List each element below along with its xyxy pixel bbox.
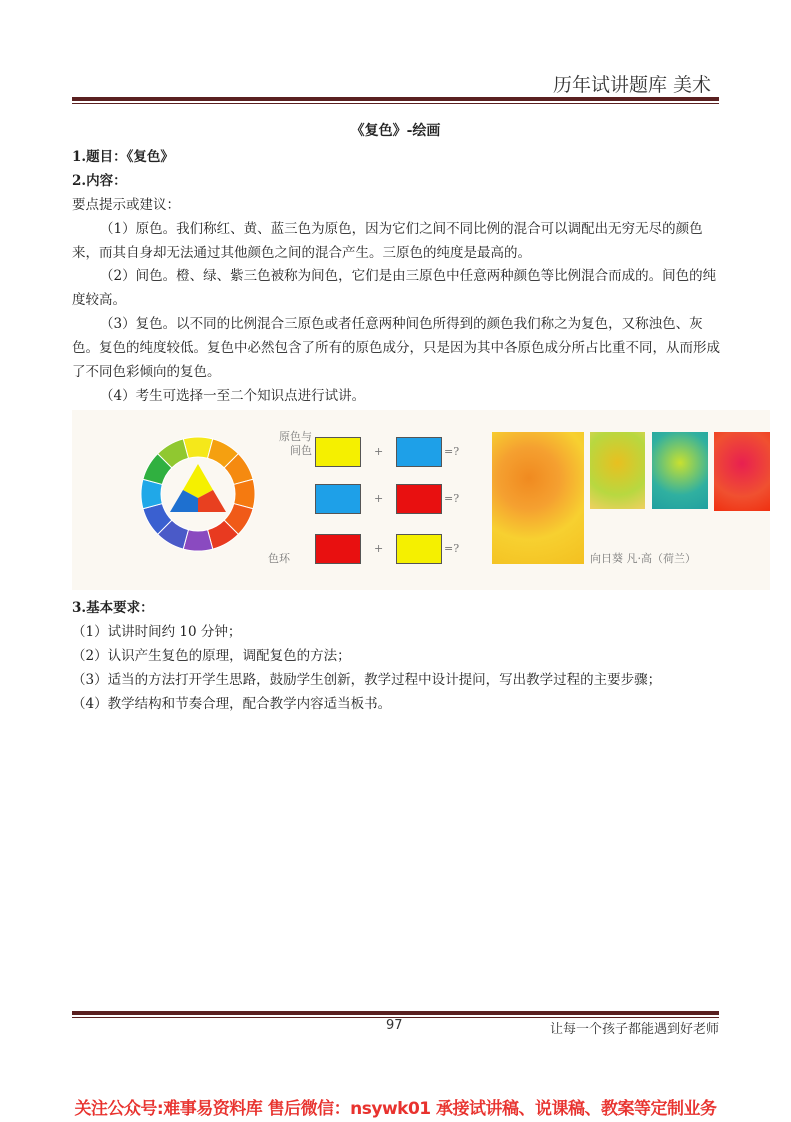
- header-rule: [72, 97, 719, 101]
- req-item: （1）试讲时间约 10 分钟；: [72, 624, 242, 640]
- swatch-red: [315, 534, 361, 564]
- promo-banner: 关注公众号:难事易资料库 售后微信：nsywk01 承接试讲稿、说课稿、教案等定制业务: [74, 1099, 717, 1119]
- swatch-blue: [315, 484, 361, 514]
- para-4: （4）考生可选择一至二个知识点进行试讲。: [100, 388, 366, 404]
- section-topic: 1.题目：《复色》: [72, 149, 174, 165]
- label-primary-secondary: 原色与间色: [279, 430, 312, 457]
- equals-question: =?: [444, 445, 460, 458]
- sunflower-variant-red: [714, 432, 770, 511]
- req-item: （4）教学结构和节奏合理，配合教学内容适当板书。: [72, 696, 392, 712]
- footer-slogan: 让每一个孩子都能遇到好老师: [549, 1022, 719, 1037]
- doc-title: 《复色》-绘画: [350, 123, 441, 139]
- equals-question: =?: [444, 542, 460, 555]
- footer-rule: [72, 1011, 719, 1015]
- header-title: 历年试讲题库 美术: [552, 74, 711, 96]
- para-3: （3）复色。以不同的比例混合三原色或者任意两种间色所得到的颜色我们称之为复色，又称浊色、灰色。复色的纯度较低。复色中必然包含了所有的原色成分，只是因为其中各原色成分所占比重不同，从而形成了不同色彩倾向的复色。: [72, 316, 720, 380]
- swatch-blue: [396, 437, 442, 467]
- swatch-yellow: [315, 437, 361, 467]
- req-item: （2）认识产生复色的原理，调配复色的方法；: [72, 648, 351, 664]
- header-rule-thin: [72, 103, 719, 104]
- page-number: 97: [386, 1018, 403, 1033]
- req-item: （3）适当的方法打开学生思路，鼓励学生创新，教学过程中设计提问，写出教学过程的主要步骤；: [72, 672, 662, 688]
- equals-question: =?: [444, 492, 460, 505]
- plus-sign: +: [374, 542, 384, 555]
- swatch-red: [396, 484, 442, 514]
- section-requirements: 3.基本要求：: [72, 600, 154, 616]
- color-wheel: [138, 434, 258, 554]
- sunflower-variant-teal: [652, 432, 708, 509]
- sunflower-variant-green: [590, 432, 645, 509]
- sunflower-painting: [492, 432, 584, 564]
- section-content: 2.内容：: [72, 173, 127, 189]
- para-2: （2）间色。橙、绿、紫三色被称为间色，它们是由三原色中任意两种颜色等比例混合而成的。间色的纯度较高。: [72, 268, 717, 308]
- label-color-wheel: 色环: [268, 552, 290, 565]
- hint-label: 要点提示或建议：: [72, 197, 180, 213]
- swatch-yellow: [396, 534, 442, 564]
- color-figure: [72, 410, 770, 590]
- painting-caption: 向日葵 凡·高（荷兰）: [590, 552, 696, 565]
- plus-sign: +: [374, 492, 384, 505]
- para-1: （1）原色。我们称红、黄、蓝三色为原色，因为它们之间不同比例的混合可以调配出无穷无尽的颜色来，而其自身却无法通过其他颜色之间的混合产生。三原色的纯度是最高的。: [72, 221, 703, 261]
- plus-sign: +: [374, 445, 384, 458]
